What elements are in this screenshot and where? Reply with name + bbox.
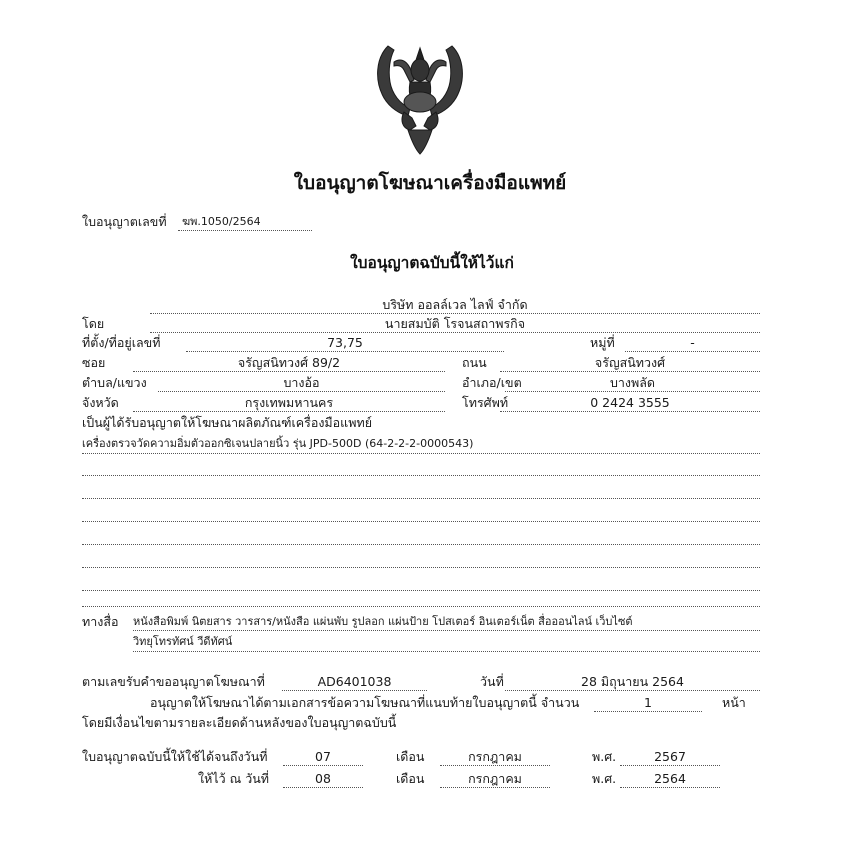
company-name: บริษัท ออลล์เวล ไลฟ์ จำกัด: [382, 297, 528, 312]
media-label: ทางสื่อ: [82, 614, 119, 629]
media-line-1: หนังสือพิมพ์ นิตยสาร วารสาร/หนังสือ แผ่นพับ รูปลอก แผ่นป้าย โปสเตอร์ อินเตอร์เน็ต สื่อออนไลน์ เว็บไซต์: [133, 615, 633, 628]
attach-pages-value: 1: [644, 695, 652, 710]
license-no-underline: [178, 230, 312, 231]
issued-label: ให้ไว้ ณ วันที่: [198, 771, 269, 786]
road-underline: [500, 371, 760, 372]
province-underline: [133, 411, 445, 412]
valid-until-year-underline: [620, 765, 720, 766]
district-underline: [505, 391, 760, 392]
phone-label: โทรศัพท์: [462, 395, 509, 410]
blank-line: [82, 521, 760, 522]
company-underline: [150, 313, 760, 314]
permission-text: เป็นผู้ได้รับอนุญาตให้โฆษณาผลิตภัณฑ์เครื่องมือแพทย์: [82, 415, 373, 430]
garuda-emblem-icon: [370, 38, 470, 158]
issued-day-underline: [283, 787, 363, 788]
valid-until-label: ใบอนุญาตฉบับนี้ให้ใช้ได้จนถึงวันที่: [82, 749, 268, 764]
province-value: กรุงเทพมหานคร: [244, 395, 334, 410]
moo-underline: [625, 351, 760, 352]
media-underline-1: [133, 630, 760, 631]
attach-pages-unit: หน้า: [722, 695, 746, 710]
valid-until-month: กรกฎาคม: [468, 749, 522, 764]
request-date-value: 28 มิถุนายน 2564: [581, 674, 684, 689]
request-no-label: ตามเลขรับคำขออนุญาตโฆษณาที่: [82, 674, 265, 689]
valid-until-year-label: พ.ศ.: [592, 749, 617, 764]
address-label: ที่ตั้ง/ที่อยู่เลขที่: [82, 335, 161, 350]
valid-until-month-underline: [440, 765, 550, 766]
product-text: เครื่องตรวจวัดความอิ่มตัวออกซิเจนปลายนิ้ว รุ่น JPD-500D (64-2-2-2-0000543): [82, 437, 474, 450]
blank-line: [82, 606, 760, 607]
blank-line: [82, 544, 760, 545]
soi-underline: [133, 371, 445, 372]
district-value: บางพลัด: [609, 375, 656, 390]
issued-month-underline: [440, 787, 550, 788]
soi-value: จรัญสนิทวงศ์ 89/2: [237, 355, 341, 370]
media-line-2: วิทยุโทรทัศน์ วีดีทัศน์: [133, 635, 233, 648]
valid-until-month-label: เดือน: [396, 749, 425, 764]
blank-line: [82, 590, 760, 591]
request-no-value: AD6401038: [317, 674, 392, 689]
valid-until-year: 2567: [654, 749, 686, 764]
moo-value: -: [690, 335, 695, 350]
district-label: อำเภอ/เขต: [462, 375, 522, 390]
attach-text: อนุญาตให้โฆษณาได้ตามเอกสารข้อความโฆษณาที่แนบท้ายใบอนุญาตนี้ จำนวน: [150, 695, 580, 710]
by-value: นายสมบัติ โรจนสถาพรกิจ: [384, 316, 526, 331]
subdistrict-underline: [158, 391, 445, 392]
subdistrict-value: บางอ้อ: [283, 375, 320, 390]
product-underline: [82, 453, 760, 454]
address-underline: [186, 351, 504, 352]
valid-until-day: 07: [315, 749, 331, 764]
blank-line: [82, 498, 760, 499]
issued-day: 08: [315, 771, 331, 786]
request-date-label: วันที่: [480, 674, 504, 689]
issued-year: 2564: [654, 771, 686, 786]
document-subtitle: ใบอนุญาตฉบับนี้ให้ไว้แก่: [350, 254, 514, 272]
conditions-text: โดยมีเงื่อนไขตามรายละเอียดด้านหลังของใบอนุญาตฉบับนี้: [82, 715, 397, 730]
province-label: จังหวัด: [82, 395, 119, 410]
road-value: จรัญสนิทวงศ์: [594, 355, 666, 370]
subdistrict-label: ตำบล/แขวง: [82, 375, 147, 390]
soi-label: ซอย: [82, 355, 106, 370]
license-no-value: ฆพ.1050/2564: [182, 215, 261, 228]
request-no-underline: [282, 690, 427, 691]
address-value: 73,75: [327, 335, 363, 350]
request-date-underline: [505, 690, 760, 691]
attach-pages-underline: [594, 711, 702, 712]
document-title: ใบอนุญาตโฆษณาเครื่องมือแพทย์: [293, 172, 567, 194]
road-label: ถนน: [462, 355, 487, 370]
valid-until-day-underline: [283, 765, 363, 766]
issued-month: กรกฎาคม: [468, 771, 522, 786]
by-label: โดย: [82, 316, 105, 331]
issued-month-label: เดือน: [396, 771, 425, 786]
license-no-label: ใบอนุญาตเลขที่: [82, 214, 167, 229]
by-underline: [150, 332, 760, 333]
issued-year-label: พ.ศ.: [592, 771, 617, 786]
blank-line: [82, 567, 760, 568]
blank-line: [82, 475, 760, 476]
phone-value: 0 2424 3555: [590, 395, 670, 410]
phone-underline: [500, 411, 760, 412]
issued-year-underline: [620, 787, 720, 788]
media-underline-2: [133, 651, 760, 652]
moo-label: หมู่ที่: [590, 335, 615, 350]
